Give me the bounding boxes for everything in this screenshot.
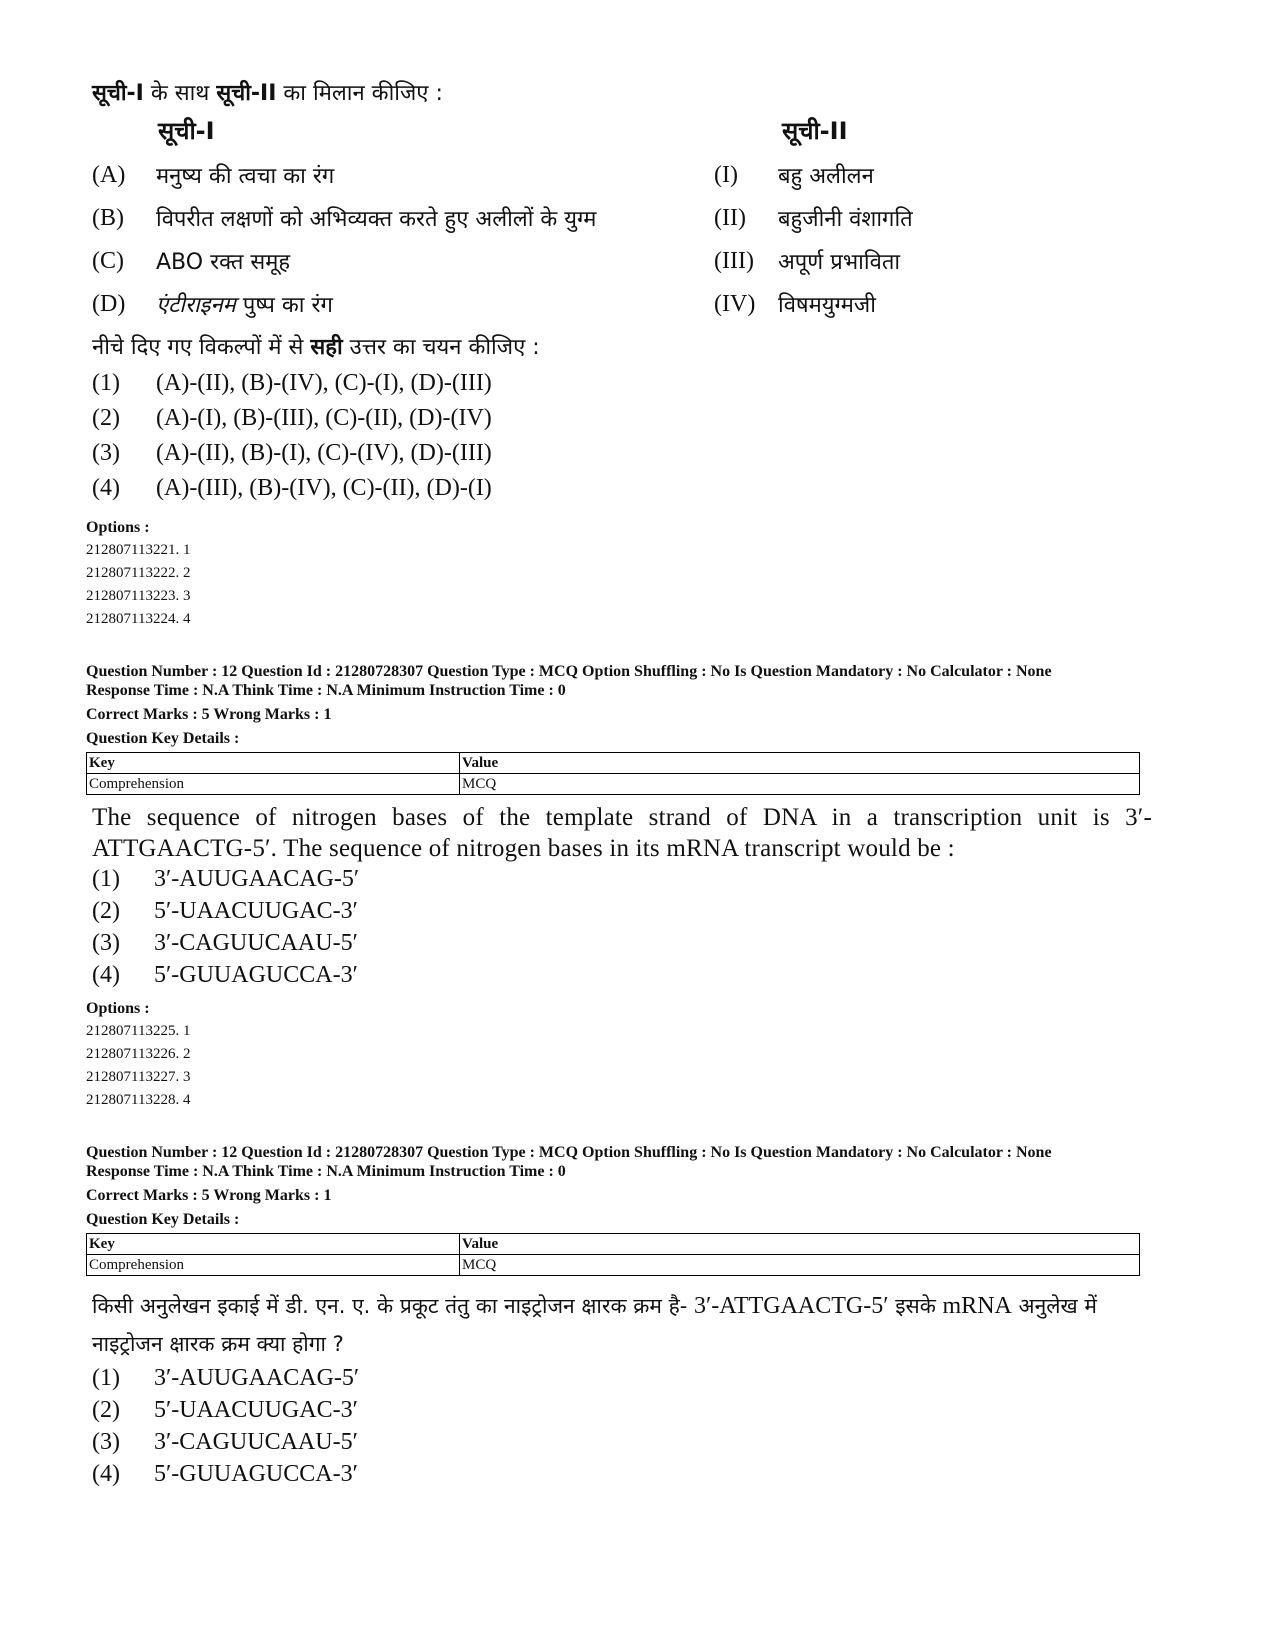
answer-option[interactable] (92, 928, 1152, 960)
option-text: 5′-UAACUUGAC-3′ (154, 1397, 358, 1423)
list1-item: ABO रक्त समूह (156, 250, 291, 275)
list1-ref: सूची-I (92, 81, 144, 106)
instruction-mid: के साथ (143, 81, 217, 106)
option-number: (1) (92, 370, 120, 396)
list2-ref: सूची-II (216, 81, 277, 106)
choose-instruction (92, 328, 1192, 368)
option-id: 212807113227. 3 (86, 1069, 191, 1085)
dna-sequence: 3′-ATTGAACTG-5′ (694, 1293, 889, 1319)
answer-option[interactable] (92, 1395, 1152, 1427)
answer-option[interactable] (92, 1363, 1152, 1395)
question-text-part: अनुलेख में नाइट्रोजन क्षारक क्रम क्या होगा ? (92, 1294, 1097, 1356)
match-row (92, 156, 1192, 199)
option-text: 5′-GUUAGUCCA-3′ (154, 962, 358, 988)
list2-label: (II) (714, 205, 746, 231)
option-number: (2) (92, 405, 120, 431)
option-text: 5′-GUUAGUCCA-3′ (154, 1461, 358, 1487)
option-text: (A)-(III), (B)-(IV), (C)-(II), (D)-(I) (156, 475, 492, 501)
option-ids-block (86, 997, 1146, 1112)
list2-item: अपूर्ण प्रभाविता (778, 250, 901, 275)
marks-info-line: Correct Marks : 5 Wrong Marks : 1 (86, 1187, 332, 1204)
option-text: (A)-(II), (B)-(I), (C)-(IV), (D)-(III) (156, 440, 492, 466)
question-match-lists (92, 74, 1192, 508)
option-id: 212807113222. 2 (86, 565, 191, 581)
match-row (92, 199, 1192, 242)
list1-item: विपरीत लक्षणों को अभिव्यक्त करते हुए अलीलों के युग्म (156, 207, 597, 232)
option-number: (4) (92, 475, 120, 501)
question-transcription-english (92, 802, 1152, 992)
option-text: 3′-AUUGAACAG-5′ (154, 1365, 360, 1391)
question-meta (86, 1143, 1146, 1276)
question-info-line: Question Number : 12 Question Id : 21280728307 Question Type : MCQ Option Shuffling : No Is Question Mandatory : No Calculator : None (86, 1144, 1052, 1161)
list2-heading: सूची-II (782, 117, 848, 145)
table-cell-value: MCQ (460, 774, 1140, 795)
answer-option[interactable] (92, 960, 1152, 992)
question-meta (86, 662, 1146, 795)
table-header-value: Value (460, 1234, 1140, 1255)
list1-label: (C) (92, 248, 124, 274)
key-details-label: Question Key Details : (86, 1211, 240, 1228)
answer-option[interactable] (92, 473, 1192, 508)
table-cell-value: MCQ (460, 1255, 1140, 1276)
table-row (87, 1255, 1140, 1276)
list1-item (156, 289, 333, 319)
choose-post: उत्तर का चयन कीजिए : (342, 335, 540, 360)
table-cell-key: Comprehension (87, 1255, 460, 1276)
option-text: (A)-(II), (B)-(IV), (C)-(I), (D)-(III) (156, 370, 492, 396)
question-text (92, 1287, 1152, 1363)
instruction-end: का मिलान कीजिए : (276, 81, 443, 106)
mrna-term: mRNA (942, 1293, 1012, 1319)
option-number: (3) (92, 930, 120, 956)
timing-info-line: Response Time : N.A Think Time : N.A Minimum Instruction Time : 0 (86, 682, 566, 699)
option-id: 212807113228. 4 (86, 1092, 191, 1108)
option-id: 212807113225. 1 (86, 1023, 191, 1039)
list2-label: (IV) (714, 291, 756, 317)
option-id: 212807113223. 3 (86, 588, 191, 604)
item-rest: पुष्प का रंग (235, 293, 333, 318)
list2-item: बहु अलीलन (778, 164, 874, 189)
table-header-row (87, 1234, 1140, 1255)
option-number: (4) (92, 962, 120, 988)
key-details-label: Question Key Details : (86, 730, 240, 747)
option-number: (3) (92, 1429, 120, 1455)
question-text-part: इसके (888, 1294, 943, 1318)
option-text: 3′-CAGUUCAAU-5′ (154, 930, 358, 956)
options-label: Options : (86, 519, 150, 536)
choose-pre: नीचे दिए गए विकल्पों में से (92, 335, 311, 360)
option-number: (1) (92, 1365, 120, 1391)
option-number: (3) (92, 440, 120, 466)
list2-item: विषमयुग्मजी (778, 293, 876, 318)
question-text-part: किसी अनुलेखन इकाई में डी. एन. ए. के प्रकूट तंतु का नाइट्रोजन क्षारक क्रम है- (92, 1294, 695, 1318)
option-text: 3′-AUUGAACAG-5′ (154, 866, 360, 892)
question-text: The sequence of nitrogen bases of the template strand of DNA in a transcription unit is 3′-ATTGAACTG-5′. The sequence of nitrogen bases in its mRNA transcript would be : (92, 804, 1152, 862)
answer-option[interactable] (92, 896, 1152, 928)
question-key-table (86, 752, 1140, 795)
answer-option[interactable] (92, 1427, 1152, 1459)
list-headings (92, 114, 1192, 156)
answer-option[interactable] (92, 1459, 1152, 1491)
list2-item: बहुजीनी वंशागति (778, 207, 913, 232)
option-number: (2) (92, 898, 120, 924)
list1-heading: सूची-I (158, 117, 215, 145)
option-number: (2) (92, 1397, 120, 1423)
answer-option[interactable] (92, 438, 1192, 473)
table-cell-key: Comprehension (87, 774, 460, 795)
option-number: (1) (92, 866, 120, 892)
list1-label: (D) (92, 291, 126, 317)
option-id: 212807113221. 1 (86, 542, 191, 558)
match-instruction (92, 74, 1192, 114)
option-id: 212807113226. 2 (86, 1046, 191, 1062)
answer-option[interactable] (92, 368, 1192, 403)
match-row (92, 242, 1192, 285)
timing-info-line: Response Time : N.A Think Time : N.A Minimum Instruction Time : 0 (86, 1163, 566, 1180)
option-text: 5′-UAACUUGAC-3′ (154, 898, 358, 924)
option-ids-block (86, 516, 1146, 631)
table-header-value: Value (460, 753, 1140, 774)
answer-option[interactable] (92, 864, 1152, 896)
table-header-row (87, 753, 1140, 774)
option-id: 212807113224. 4 (86, 611, 191, 627)
question-info-line: Question Number : 12 Question Id : 21280728307 Question Type : MCQ Option Shuffling : No Is Question Mandatory : No Calculator : None (86, 663, 1052, 680)
option-text: 3′-CAGUUCAAU-5′ (154, 1429, 358, 1455)
marks-info-line: Correct Marks : 5 Wrong Marks : 1 (86, 706, 332, 723)
list1-label: (B) (92, 205, 124, 231)
list2-label: (III) (714, 248, 754, 274)
option-text: (A)-(I), (B)-(III), (C)-(II), (D)-(IV) (156, 405, 492, 431)
table-row (87, 774, 1140, 795)
table-header-key: Key (87, 753, 460, 774)
table-header-key: Key (87, 1234, 460, 1255)
answer-option[interactable] (92, 403, 1192, 438)
question-key-table (86, 1233, 1140, 1276)
list2-label: (I) (714, 162, 738, 188)
italic-term: एंटीराइनम (156, 293, 236, 318)
list1-item: मनुष्य की त्वचा का रंग (156, 164, 335, 189)
match-row (92, 285, 1192, 328)
option-number: (4) (92, 1461, 120, 1487)
options-label: Options : (86, 1000, 150, 1017)
question-transcription-hindi (92, 1287, 1152, 1491)
list1-label: (A) (92, 162, 126, 188)
choose-bold: सही (310, 335, 343, 360)
